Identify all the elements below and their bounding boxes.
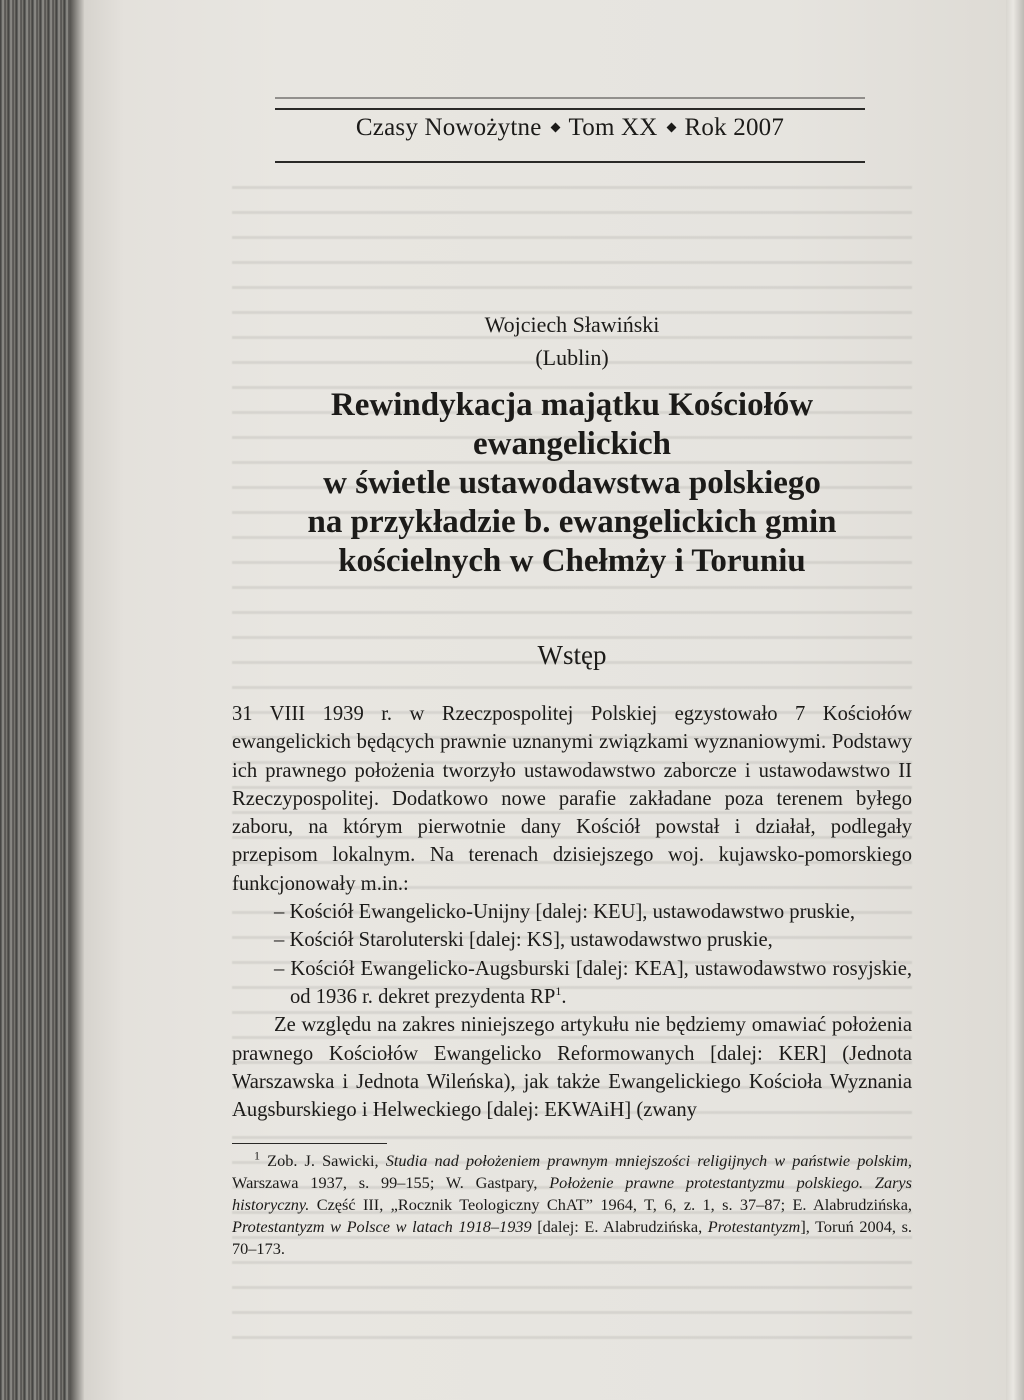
list-item-end: . (561, 985, 567, 1008)
list-item: – Kościół Ewangelicko-Unijny [dalej: KEU], ustawodawstwo pruskie, (274, 901, 856, 924)
list-item (232, 955, 912, 1012)
book-page-edges (0, 0, 84, 1400)
title-line: w świetle ustawodawstwa polskiego (323, 465, 821, 501)
footnote-reference[interactable]: 1 (555, 984, 562, 999)
citation-title: Studia nad położeniem prawnym mniejszości religijnych w państwie polskim (385, 1151, 908, 1170)
footnote-mark: 1 (254, 1148, 260, 1163)
header-rule-bottom (275, 161, 865, 163)
section-heading: Wstęp (537, 640, 607, 670)
footnote-separator (232, 1143, 387, 1144)
journal-volume: Tom XX (568, 114, 658, 141)
right-page-edge (1006, 0, 1024, 1400)
list-item-text: – Kościół Ewangelicko-Augsburski [dalej: KEA], ustawodawstwo rosyjskie, od 1936 r. dekret prezydenta RP (274, 957, 912, 1008)
citation-title: Położenie prawne protestantyzmu polskiego. Zarys historyczny. (232, 1173, 912, 1214)
title-line: kościelnych w Chełmży i Toruniu (338, 543, 806, 579)
title-line: Rewindykacja majątku Kościołów ewangelickich (330, 387, 814, 462)
diamond-separator-icon (550, 122, 560, 132)
citation-title: Protestantyzm w Polsce w latach 1918–1939 (232, 1217, 532, 1236)
footnote (232, 1150, 912, 1260)
footnote-text: Część III, „Rocznik Teologiczny ChAT” 1964, T, 6, z. 1, s. 37–87; E. Alabrudzińska, (309, 1195, 912, 1214)
journal-year: Rok 2007 (684, 114, 785, 141)
footnote-text: [dalej: E. Alabrudzińska, (531, 1217, 708, 1236)
author-affiliation: (Lublin) (535, 345, 609, 370)
paragraph: Ze względu na zakres niniejszego artykułu nie będziemy omawiać położenia prawnego Kościołów Ewangelicko Reformowanych [dalej: KER] (Jednota Warszawska i Jednota Wileńska), jak także Ewangelickiego Kościoła Wyznania Augsburskiego i Helweckiego [dalej: EKWAiH] (zwany (232, 1014, 912, 1122)
footnote-text: , Warszawa 1937, s. 99–155; W. Gastpary, (232, 1151, 912, 1192)
header-rule-top (275, 108, 865, 110)
article-body (232, 700, 912, 1124)
citation-title: Protestantyzm (707, 1217, 801, 1236)
journal-name: Czasy Nowożytne (355, 114, 542, 141)
footnote-text: Zob. J. Sawicki, (260, 1151, 386, 1170)
list-item: – Kościół Staroluterski [dalej: KS], ustawodawstwo pruskie, (274, 929, 773, 952)
author-name: Wojciech Sławiński (484, 312, 660, 337)
paragraph: 31 VIII 1939 r. w Rzeczpospolitej Polskiej egzystowało 7 Kościołów ewangelickich będących prawnie uznanymi związkami wyznaniowymi. Podstawy ich prawnego położenia tworzyło ustawodawstwo zaborcze i ustawodawstwo II Rzeczypospolitej. Dodatkowo nowe parafie zakładane poza terenem byłego zaboru, na którym pierwotnie dany Kościół powstał i działał, podlegały przepisom lokalnym. Na terenach dzisiejszego woj. kujawsko-pomorskiego funkcjonowały m.in.: (232, 703, 912, 895)
journal-header (275, 114, 865, 142)
diamond-separator-icon (666, 122, 676, 132)
title-line: na przykładzie b. ewangelickich gmin (307, 504, 837, 540)
running-head-rule-faint (275, 97, 865, 99)
footnote-text: ], Toruń 2004, s. 70–173. (232, 1217, 912, 1258)
article-title (232, 386, 912, 581)
